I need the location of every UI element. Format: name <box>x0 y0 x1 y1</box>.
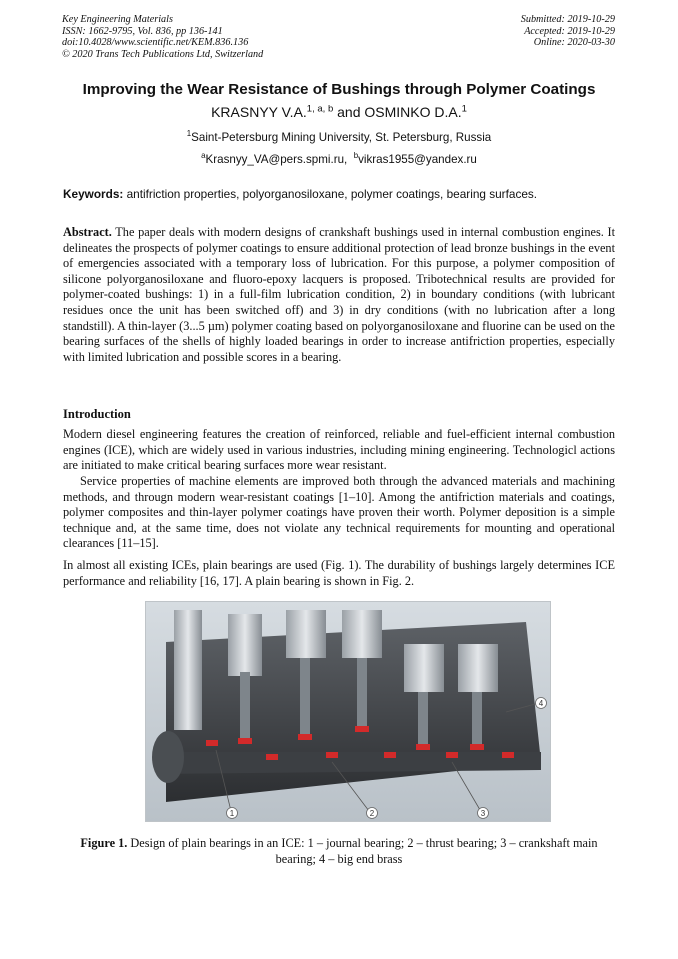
email-b-sup: b <box>353 151 359 161</box>
piston-5 <box>458 644 498 692</box>
email-line <box>0 153 678 166</box>
keywords <box>63 187 615 201</box>
piston-3 <box>342 610 382 658</box>
bearing-shell <box>206 740 218 746</box>
bearing-shell <box>355 726 369 732</box>
email-a-sup: a <box>201 151 206 161</box>
con-rod-1 <box>240 672 250 742</box>
bearing-shell <box>446 752 458 758</box>
accepted-date: Accepted: 2019-10-29 <box>524 25 615 37</box>
running-header-left <box>62 14 263 60</box>
bearing-shell <box>266 754 278 760</box>
callout-1: 1 <box>229 809 235 818</box>
bearing-shell <box>416 744 430 750</box>
bearing-shell <box>502 752 514 758</box>
online-date: Online: 2020-03-30 <box>533 37 615 49</box>
author-1: KRASNYY V.A. <box>211 104 307 120</box>
piston-4 <box>404 644 444 692</box>
intro-paragraph-3: In almost all existing ICEs, plain bearings are used (Fig. 1). The durability of bushings largely determines ICE performance and reliability [16, 17]. A plain bearing is shown in Fig. 2. <box>63 558 615 588</box>
affiliation <box>0 131 678 144</box>
issn-line: ISSN: 1662-9795, Vol. 836, pp 136-141 <box>62 25 223 37</box>
con-rod-5 <box>472 692 482 747</box>
figure-engine-cutaway <box>145 601 551 822</box>
submitted-date: Submitted: 2019-10-29 <box>520 14 615 25</box>
section-heading-introduction: Introduction <box>63 407 131 421</box>
bearing-shell <box>326 752 338 758</box>
bearing-shell <box>238 738 252 744</box>
intro-paragraph-1: Modern diesel engineering features the creation of reinforced, reliable and fuel-efficient internal combustion engines (ICE), which are widely used in various industries, including mining engineering. Technologicl actions are initiated to make critical bearing surfaces more wear resistant. <box>63 427 615 473</box>
bearing-shell <box>298 734 312 740</box>
author-line <box>0 104 678 120</box>
figure-caption-text: Design of plain bearings in an ICE: 1 – journal bearing; 2 – thrust bearing; 3 – crankshaft main bearing; 4 – big end brass <box>127 836 598 866</box>
abstract-label: Abstract. <box>63 225 112 239</box>
bearing-shell <box>384 752 396 758</box>
engine-cutaway-illustration <box>146 602 550 821</box>
callout-4: 4 <box>538 699 544 708</box>
paper-title: Improving the Wear Resistance of Bushings through Polymer Coatings <box>82 81 596 98</box>
callout-3: 3 <box>480 809 486 818</box>
journal-name: Key Engineering Materials <box>62 14 173 25</box>
piston-2 <box>286 610 326 658</box>
figure-caption <box>63 835 615 867</box>
keywords-text: antifriction properties, polyorganosiloxane, polymer coatings, bearing surfaces. <box>123 187 538 201</box>
running-header-right <box>521 14 615 49</box>
author-2-sup: 1 <box>461 103 467 115</box>
callout-2: 2 <box>369 809 375 818</box>
intro-paragraph-2: Service properties of machine elements are improved both through the advanced materials and machining methods, and througn modern wear-resistant coatings [1–10]. Among the antifriction materials and coatings, polymer composites and thin-layer polymer coatings have proven their worth. Polymer deposition is a simple technique and, at the same time, does not violate any technical requirements for mounting and operational clearances [11–15]. <box>63 474 615 551</box>
figure-caption-label: Figure 1. <box>80 836 128 850</box>
email-b[interactable]: vikras1955@yandex.ru <box>358 153 477 166</box>
author-1-sup: 1, a, b <box>306 103 334 115</box>
con-rod-4 <box>418 692 428 747</box>
author-2: OSMINKO D.A. <box>364 104 462 120</box>
affiliation-sup: 1 <box>186 129 192 139</box>
abstract-text: The paper deals with modern designs of crankshaft bushings used in internal combustion engines. It delineates the prospects of polymer coatings to ensure additional protection of lead bronze bushings in the event of emergencies associated with a temporary loss of lubrication. For this purpose, a polymer composition of silicone polyorganosiloxane and fluoro-epoxy lacquers is proposed. Tribotechnical results are provided for polymer-coated bushings: 1) in a full-film lubrication condition, 2) in boundary conditions (with lubricant residues once the unit has been switched off) and 3) in dry conditions (with no lubrication after a long standstill). A thin-layer (3...5 µm) polymer coating based on polyorganosiloxane and fluorine can be used on the bearing surfaces of the shells of highly loaded bearings in order to increase antifriction properties, especially with limited lubrication and possible scores in a bearing. <box>63 225 615 364</box>
cylinder-liner-1 <box>174 610 202 730</box>
doi-line: doi:10.4028/www.scientific.net/KEM.836.136 <box>62 37 249 49</box>
keywords-label: Keywords: <box>63 187 124 201</box>
con-rod-2 <box>300 658 310 738</box>
abstract <box>63 225 615 365</box>
affiliation-text: Saint-Petersburg Mining University, St. Petersburg, Russia <box>191 131 492 144</box>
copyright-line: © 2020 Trans Tech Publications Ltd, Switzerland <box>62 48 264 60</box>
con-rod-3 <box>357 658 367 728</box>
author-conjunction: and <box>333 104 365 120</box>
flywheel <box>152 731 184 783</box>
bearing-shell <box>470 744 484 750</box>
piston-1 <box>228 614 262 676</box>
email-a[interactable]: Krasnyy_VA@pers.spmi.ru, <box>205 153 348 166</box>
